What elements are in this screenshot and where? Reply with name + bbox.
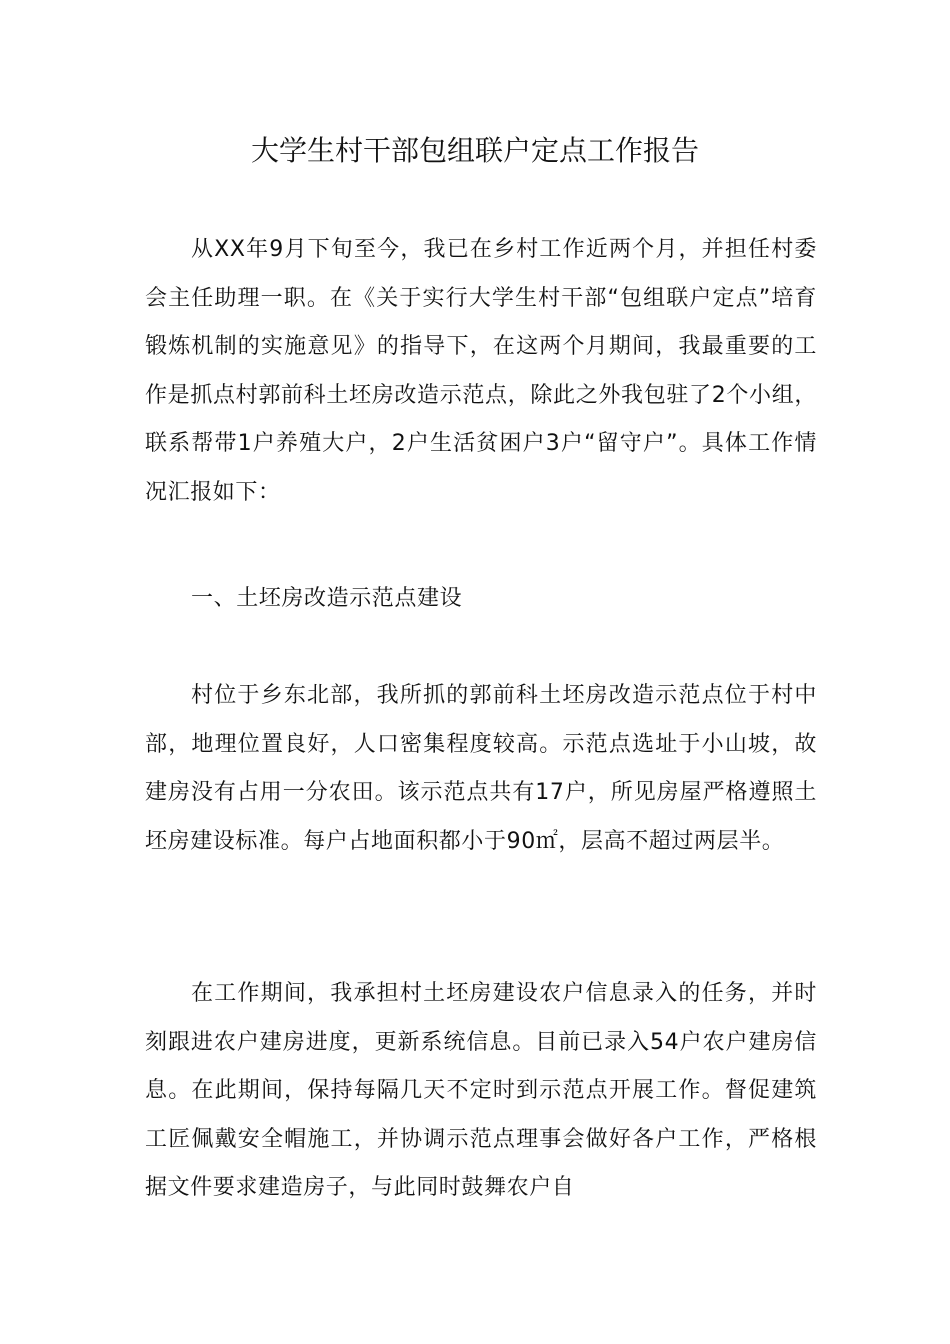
intro-paragraph: 从XX年9月下旬至今，我已在乡村工作近两个月，并担任村委会主任助理一职。在《关于实行大学生村干部“包组联户定点”培育锻炼机制的实施意见》的指导下，在这两个月期间，我最重要的工作是抓点村郭前科土坯房改造示范点，除此之外我包驻了2个小组，联系帮带1户养殖大户，2户生活贫困户3户“留守户”。具体工作情况汇报如下：	[145, 237, 817, 505]
document-title: 大学生村干部包组联户定点工作报告	[250, 134, 699, 167]
section-heading: 一、土坯房改造示范点建设	[191, 586, 463, 611]
body-paragraph: 在工作期间，我承担村土坯房建设农户信息录入的任务，并时刻跟进农户建房进度，更新系统信息。目前已录入54户农户建房信息。在此期间，保持每隔几天不定时到示范点开展工作。督促建筑工匠佩戴安全帽施工，并协调示范点理事会做好各户工作，严格根据文件要求建造房子，与此同时鼓舞农户自	[145, 981, 817, 1200]
body-paragraph: 村位于乡东北部，我所抓的郭前科土坯房改造示范点位于村中部，地理位置良好，人口密集程度较高。示范点选址于小山坡，故建房没有占用一分农田。该示范点共有17户，所见房屋严格遵照土坯房建设标准。每户占地面积都小于90㎡，层高不超过两层半。	[145, 683, 817, 854]
